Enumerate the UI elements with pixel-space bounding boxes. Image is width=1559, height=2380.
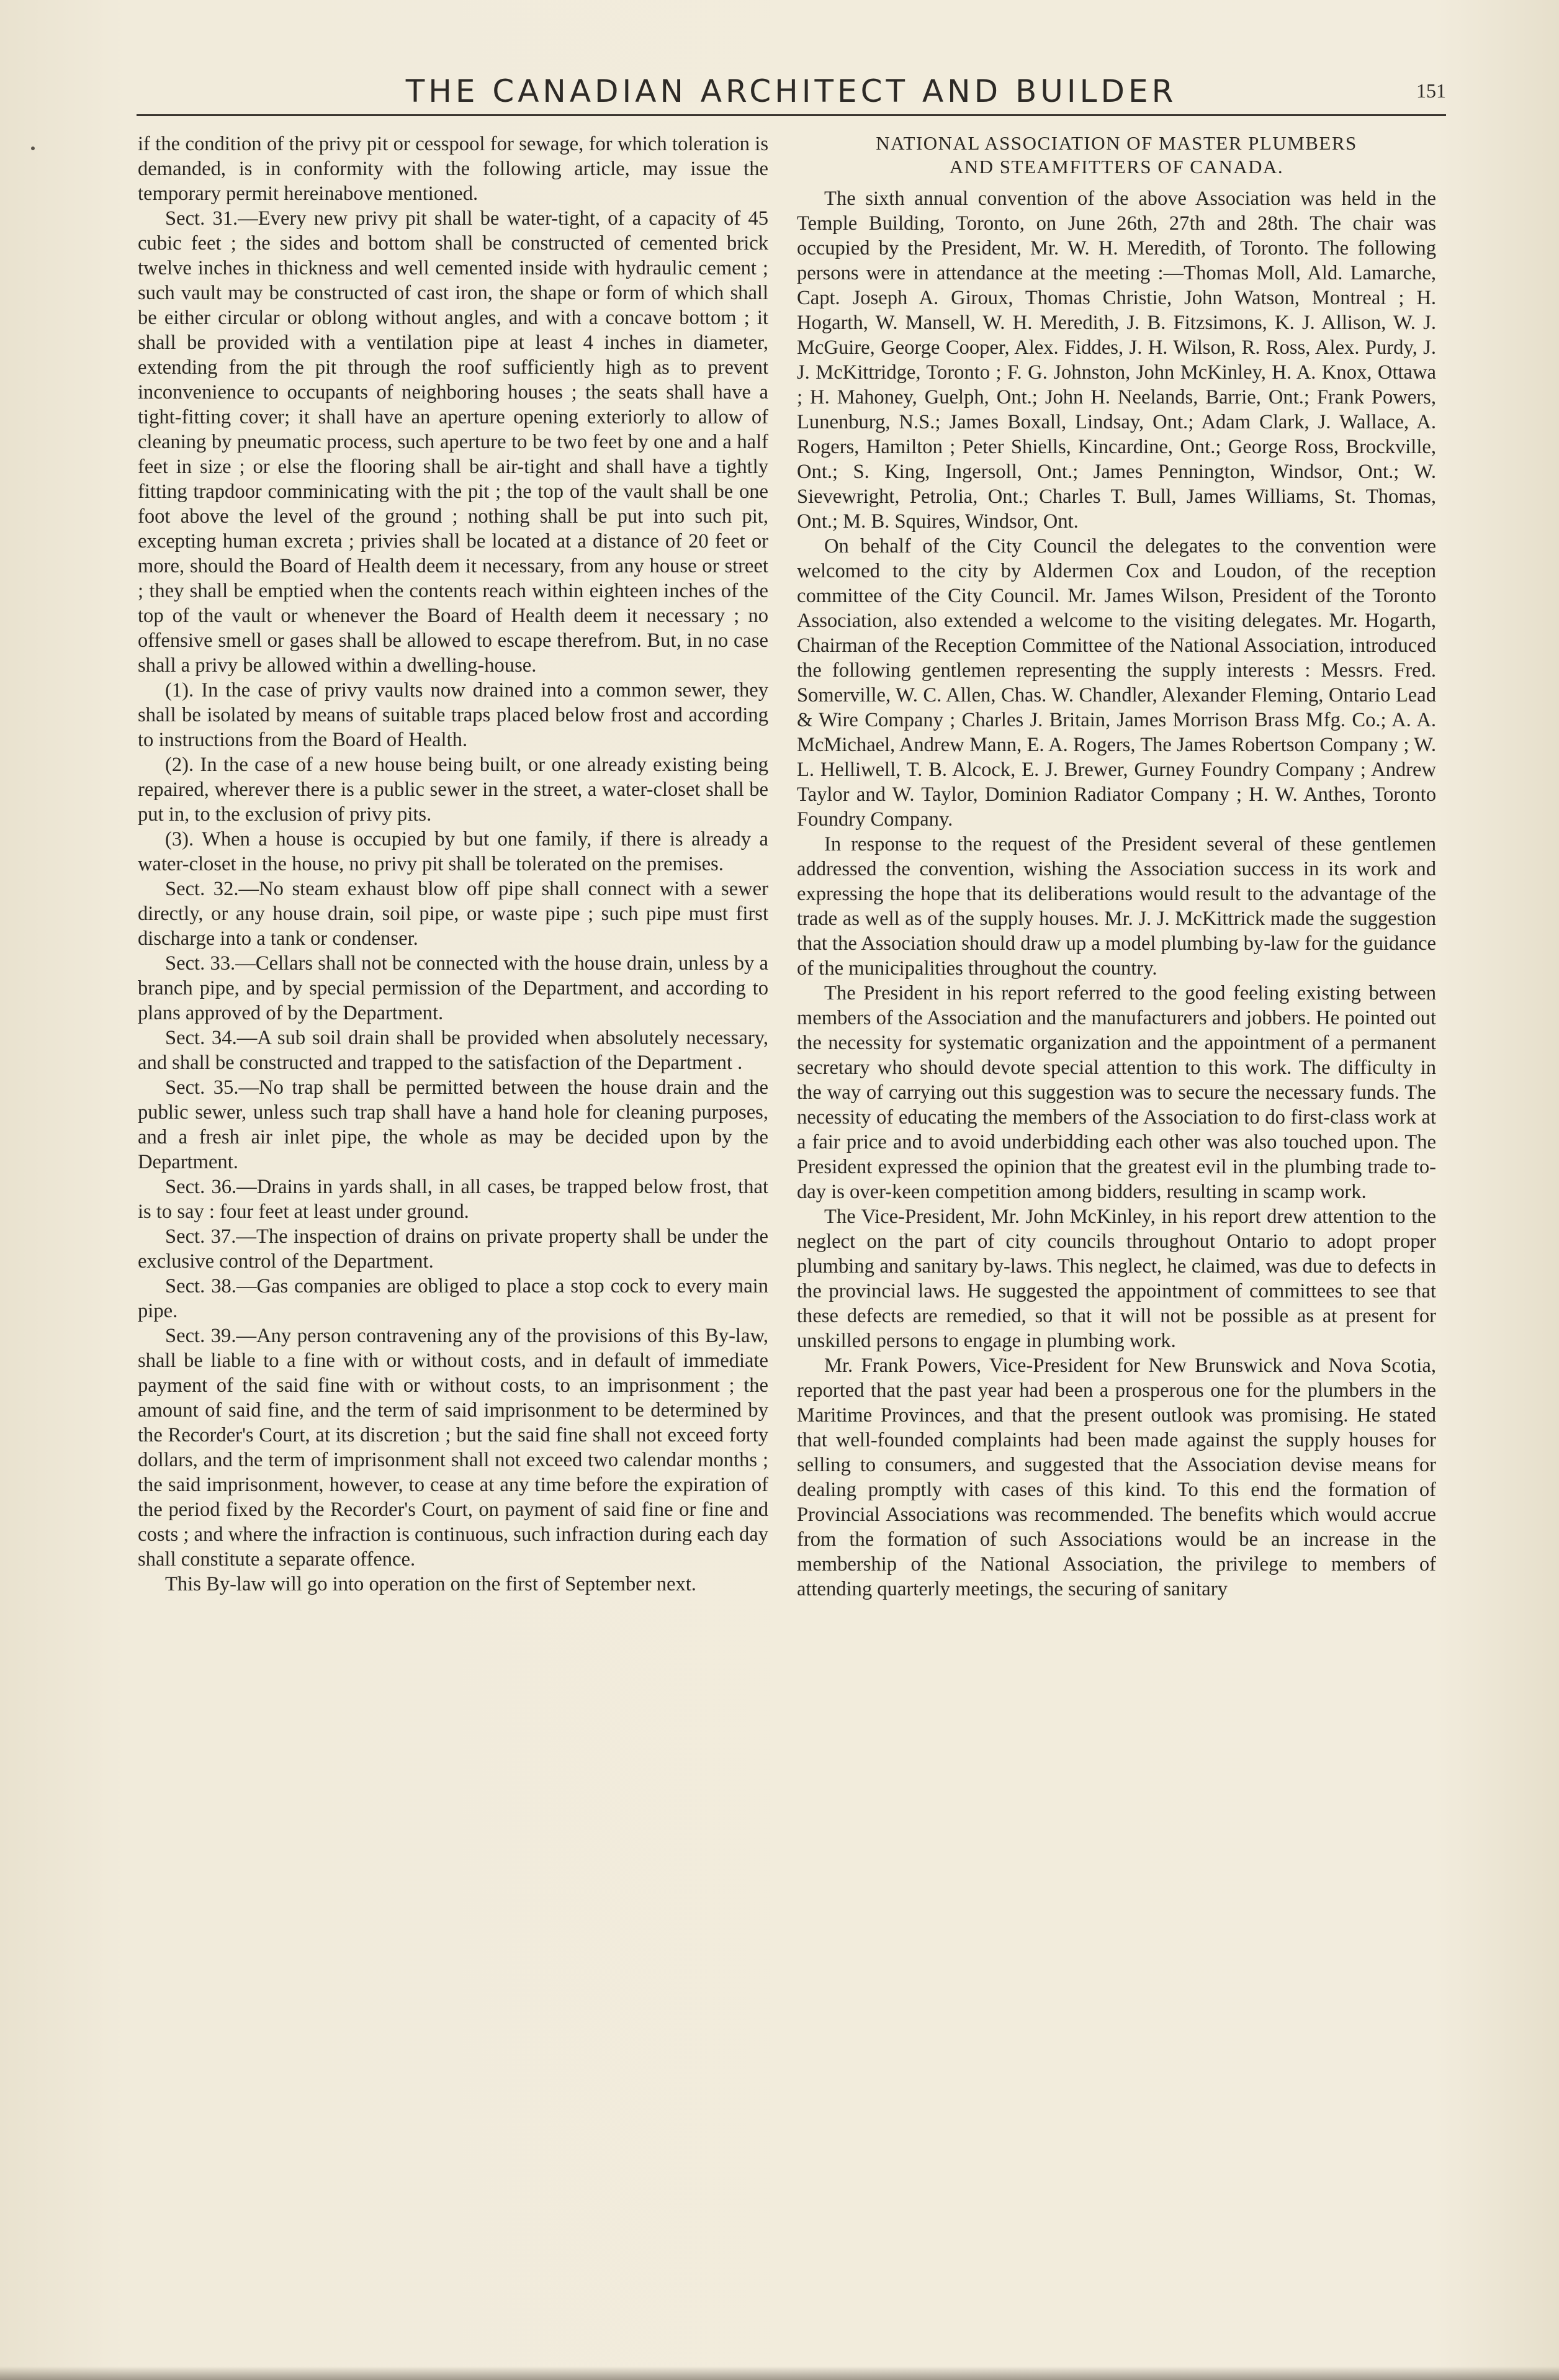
article-paragraph: Sect. 33.—Cellars shall not be connected with the house drain, unless by a branch pipe, and by special permission of the Department, and according to plans approved of by the Department.: [138, 952, 768, 1024]
article-paragraph: Sect. 34.—A sub soil drain shall be provided when absolutely necessary, and shall be constructed and trapped to the satisfaction of the Department .: [138, 1027, 768, 1074]
publication-title: THE CANADIAN ARCHITECT AND BUILDER: [405, 73, 1177, 109]
article-paragraph: Sect. 39.—Any person contravening any of the provisions of this By-law, shall be liable to a fine with or without costs, and in default of immediate payment of the said fine with or without costs, to an imprisonment ; the amount of said fine, and the term of said imprisonment to be determined by the Recorder's Court, at its discretion ; but the said fine shall not exceed forty dollars, and the term of imprisonment shall not exceed two calendar months ; the said imprisonment, however, to cease at any time before the expiration of the period fixed by the Recorder's Court, on payment of said fine or fine and costs ; and where the infraction is continuous, such infraction during each day shall constitute a separate offence.: [138, 1325, 768, 1571]
margin-ink-dot: [31, 146, 35, 150]
right-column: [797, 132, 1436, 1602]
article-heading: [797, 132, 1436, 179]
article-paragraph: (2). In the case of a new house being built, or one already existing being repaired, wherever there is a public sewer in the street, a water-closet shall be put in, to the exclusion of privy pits.: [138, 754, 768, 826]
article-heading-line-2: AND STEAMFITTERS OF CANADA.: [949, 156, 1284, 178]
article-paragraph: The Vice-President, Mr. John McKinley, in his report drew attention to the neglect on the part of city councils throughout Ontario to adopt proper plumbing and sanitary by-laws. This neglect, he claimed, was due to defects in the provincial laws. He suggested the appointment of committees to see that these defects are remedied, so that it will not be possible as at present for unskilled persons to engage in plumbing work.: [797, 1206, 1436, 1352]
article-paragraph: Sect. 35.—No trap shall be permitted between the house drain and the public sewer, unless such trap shall have a hand hole for cleaning purposes, and a fresh air inlet pipe, the whole as may be decided upon by the Department.: [138, 1076, 768, 1173]
article-paragraph: (1). In the case of privy vaults now drained into a common sewer, they shall be isolated by means of suitable traps placed below frost and according to instructions from the Board of Health.: [138, 679, 768, 751]
article-paragraph: In response to the request of the President several of these gentlemen addressed the convention, wishing the Association success in its work and expressing the hope that its deliberations would result to the advantage of the trade as well as of the supply houses. Mr. J. J. McKittrick made the suggestion that the Association should draw up a model plumbing by-law for the guidance of the municipalities throughout the country.: [797, 833, 1436, 980]
page-number: 151: [1416, 79, 1446, 102]
article-paragraph: Sect. 31.—Every new privy pit shall be water-tight, of a capacity of 45 cubic feet ; the sides and bottom shall be constructed of cemented brick twelve inches in thickness and well cemented inside with hydraulic cement ; such vault may be constructed of cast iron, the shape or form of which shall be either circular or oblong without angles, and with a concave bottom ; it shall be provided with a ventilation pipe at least 4 inches in diameter, extending from the pit through the roof sufficiently high as to prevent inconvenience to occupants of neighboring houses ; the seats shall have a tight-fitting cover; it shall have an aperture opening exteriorly to allow of cleaning by pneumatic process, such aperture to be two feet by one and a half feet in size ; or else the flooring shall be air-tight and shall have a tightly fitting trapdoor comminicating with the pit ; the top of the vault shall be one foot above the level of the ground ; nothing shall be put into such pit, excepting human excreta ; privies shall be located at a distance of 20 feet or more, should the Board of Health deem it necessary, from any house or street ; they shall be emptied when the contents reach within eighteen inches of the top of the vault or whenever the Board of Health deem it necessary ; no offensive smell or gases shall be allowed to escape therefrom. But, in no case shall a privy be allowed within a dwelling-house.: [138, 207, 768, 677]
article-paragraph: Sect. 38.—Gas companies are obliged to place a stop cock to every main pipe.: [138, 1275, 768, 1322]
article-paragraph: Mr. Frank Powers, Vice-President for New Brunswick and Nova Scotia, reported that the past year had been a prosperous one for the plumbers in the Maritime Provinces, and that the present outlook was promising. He stated that well-founded complaints had been made against the supply houses for selling to consumers, and suggested that the Association devise means for dealing promptly with cases of this kind. To this end the formation of Provincial Associations was recommended. The benefits which would accrue from the formation of such Associations would be an increase in the membership of the National Association, the privilege to members of attending quarterly meetings, the securing of sanitary: [797, 1355, 1436, 1600]
article-paragraph: Sect. 37.—The inspection of drains on private property shall be under the exclusive control of the Department.: [138, 1225, 768, 1273]
article-paragraph: Sect. 32.—No steam exhaust blow off pipe shall connect with a sewer directly, or any house drain, soil pipe, or waste pipe ; such pipe must first discharge into a tank or condenser.: [138, 878, 768, 950]
article-paragraph: (3). When a house is occupied by but one family, if there is already a water-closet in the house, no privy pit shall be tolerated on the premises.: [138, 828, 768, 875]
masthead: [137, 70, 1446, 119]
article-heading-line-1: NATIONAL ASSOCIATION OF MASTER PLUMBERS: [876, 132, 1357, 154]
article-paragraph: if the condition of the privy pit or cesspool for sewage, for which toleration is demanded, is in conformity with the following article, may issue the temporary permit hereinabove mentioned.: [138, 133, 768, 205]
article-paragraph: The President in his report referred to the good feeling existing between members of the Association and the manufacturers and jobbers. He pointed out the necessity for systematic organization and the appointment of a permanent secretary who should devote special attention to this work. The difficulty in the way of carrying out this suggestion was to secure the necessary funds. The necessity of educating the members of the Association to do first-class work at a fair price and to avoid underbidding each other was also touched upon. The President expressed the opinion that the greatest evil in the plumbing trade to-day is over-keen competition among bidders, resulting in scamp work.: [797, 982, 1436, 1203]
page-bottom-edge: [0, 2366, 1559, 2380]
header-rule: [137, 114, 1446, 116]
left-column: [138, 132, 768, 1597]
article-paragraph: The sixth annual convention of the above Association was held in the Temple Building, Toronto, on June 26th, 27th and 28th. The chair was occupied by the President, Mr. W. H. Meredith, of Toronto. The following persons were in attendance at the meeting :—Thomas Moll, Ald. Lamarche, Capt. Joseph A. Giroux, Thomas Christie, John Watson, Montreal ; H. Hogarth, W. Mansell, W. H. Meredith, J. B. Fitzsimons, K. J. Allison, W. J. McGuire, George Cooper, Alex. Fiddes, J. H. Wilson, R. Ross, Alex. Purdy, J. J. McKittridge, Toronto ; F. G. Johnston, John McKinley, H. A. Knox, Ottawa ; H. Mahoney, Guelph, Ont.; John H. Neelands, Barrie, Ont.; Frank Powers, Lunenburg, N.S.; James Boxall, Lindsay, Ont.; Adam Clark, J. Wallace, A. Rogers, Hamilton ; Peter Shiells, Kincardine, Ont.; George Ross, Brockville, Ont.; S. King, Ingersoll, Ont.; James Pennington, Windsor, Ont.; W. Sievewright, Petrolia, Ont.; Charles T. Bull, James Williams, St. Thomas, Ont.; M. B. Squires, Windsor, Ont.: [797, 187, 1436, 533]
article-paragraph: This By-law will go into operation on the first of September next.: [165, 1573, 696, 1595]
article-paragraph: Sect. 36.—Drains in yards shall, in all cases, be trapped below frost, that is to say : four feet at least under ground.: [138, 1176, 768, 1223]
article-paragraph: On behalf of the City Council the delegates to the convention were welcomed to the city by Aldermen Cox and Loudon, of the reception committee of the City Council. Mr. James Wilson, President of the Toronto Association, also extended a welcome to the visiting delegates. Mr. Hogarth, Chairman of the Reception Committee of the National Association, introduced the following gentlemen representing the supply interests : Messrs. Fred. Somerville, W. C. Allen, Chas. W. Chandler, Alexander Fleming, Ontario Lead & Wire Company ; Charles J. Britain, James Morrison Brass Mfg. Co.; A. A. McMichael, Andrew Mann, E. A. Rogers, The James Robertson Company ; W. L. Helliwell, T. B. Alcock, E. J. Brewer, Gurney Foundry Company ; Andrew Taylor and W. Taylor, Dominion Radiator Company ; H. W. Anthes, Toronto Foundry Company.: [797, 535, 1436, 831]
